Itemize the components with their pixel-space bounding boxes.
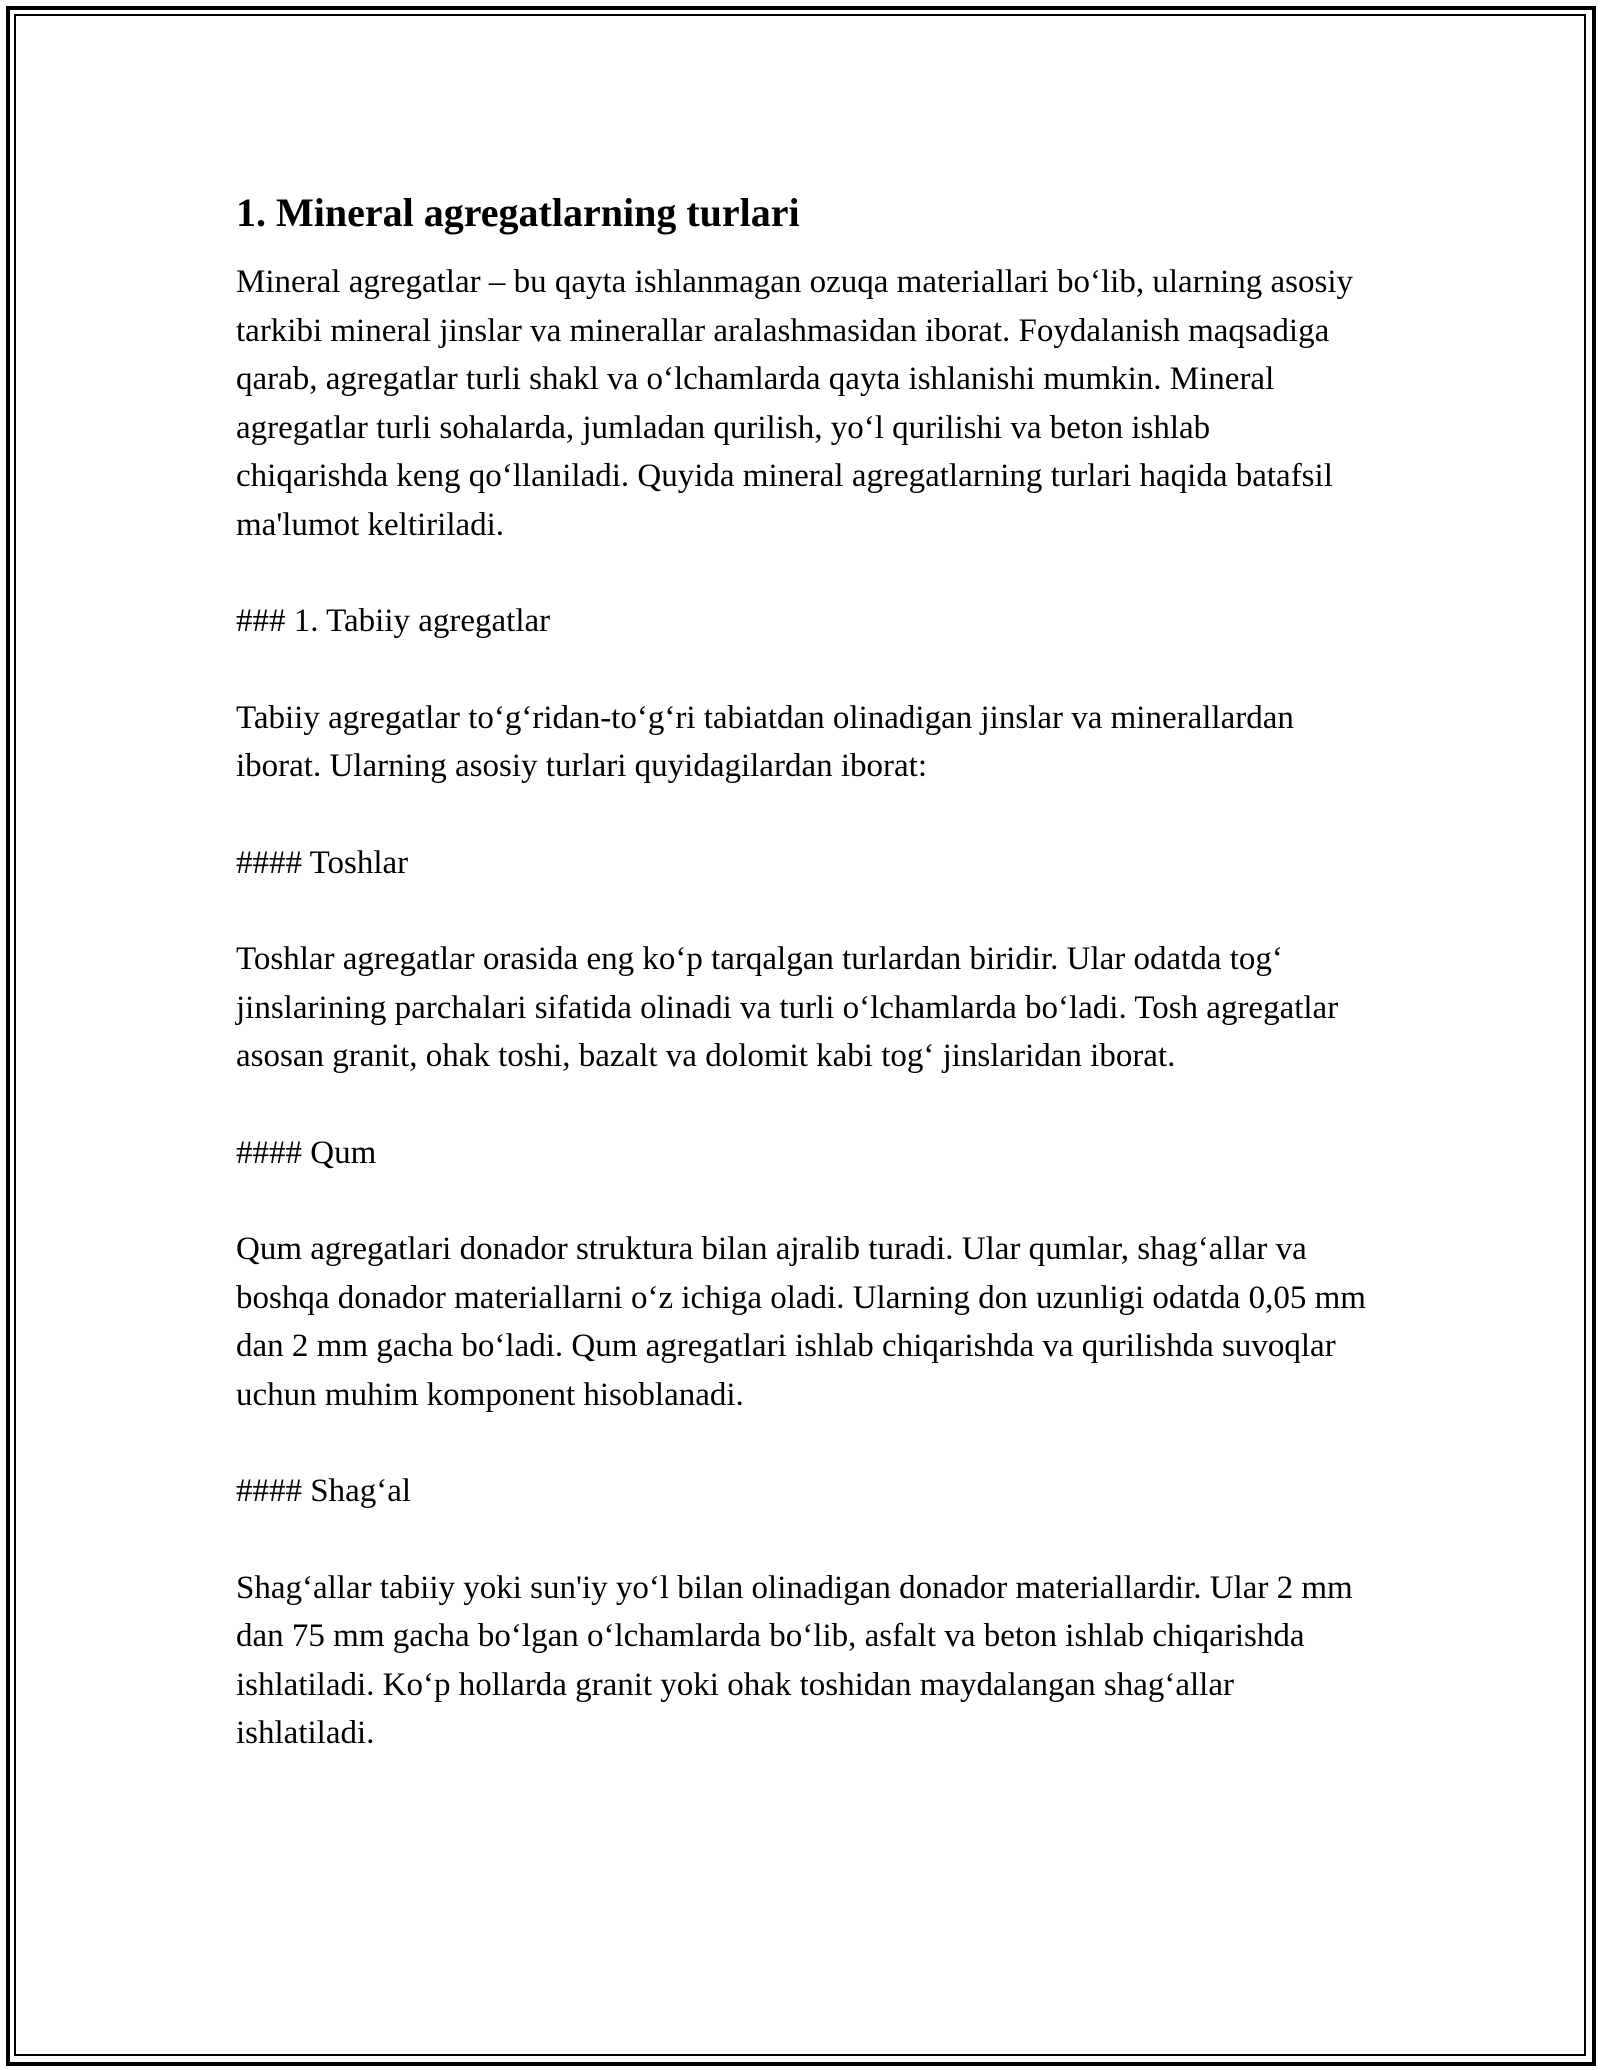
subsection-heading-toshlar: #### Toshlar — [236, 844, 409, 881]
page-title: 1. Mineral agregatlarning turlari — [236, 190, 800, 235]
intro-paragraph: Mineral agregatlar – bu qayta ishlanmagan ozuqa materiallari bo‘lib, ularning asosiy tarkibi mineral jinslar va minerallar aralashmasidan iborat. Foydalanish maqsadiga qarab, agregatlar turli shakl va o‘lchamlarda qayta ishlanishi mumkin. Mineral agregatlar turli sohalarda, jumladan qurilish, yo‘l qurilishi va beton ishlab chiqarishda keng qo‘llaniladi. Quyida mineral agregatlarning turlari haqida batafsil ma'lumot keltiriladi. — [236, 264, 1354, 543]
document-body — [236, 188, 1366, 1806]
subsection-heading-qum: #### Qum — [236, 1134, 377, 1171]
subsection-heading-shagal: #### Shag‘al — [236, 1473, 412, 1509]
subsection-paragraph-toshlar: Toshlar agregatlar orasida eng ko‘p tarqalgan turlardan biridir. Ular odatda tog‘ jinslarining parchalari sifatida olinadi va turli o‘lchamlarda bo‘ladi. Tosh agregatlar asosan granit, ohak toshi, bazalt va dolomit kabi tog‘ jinslaridan iborat. — [236, 941, 1339, 1074]
section-paragraph-tabiiy-agregatlar: Tabiiy agregatlar to‘g‘ridan-to‘g‘ri tabiatdan olinadigan jinslar va minerallardan iborat. Ularning asosiy turlari quyidagilardan iborat: — [236, 699, 1294, 784]
subsection-paragraph-qum: Qum agregatlari donador struktura bilan ajralib turadi. Ular qumlar, shag‘allar va boshqa donador materiallarni o‘z ichiga oladi. Ularning don uzunligi odatda 0,05 mm dan 2 mm gacha bo‘ladi. Qum agregatlari ishlab chiqarishda va qurilishda suvoqlar uchun muhim komponent hisoblanadi. — [236, 1231, 1366, 1413]
subsection-paragraph-shagal: Shag‘allar tabiiy yoki sun'iy yo‘l bilan olinadigan donador materiallardir. Ular 2 mm dan 75 mm gacha bo‘lgan o‘lchamlarda bo‘lib, asfalt va beton ishlab chiqarishda ishlatiladi. Ko‘p hollarda granit yoki ohak toshidan maydalangan shag‘allar ishlatiladi. — [236, 1569, 1353, 1751]
section-heading-tabiiy-agregatlar: ### 1. Tabiiy agregatlar — [236, 603, 551, 639]
